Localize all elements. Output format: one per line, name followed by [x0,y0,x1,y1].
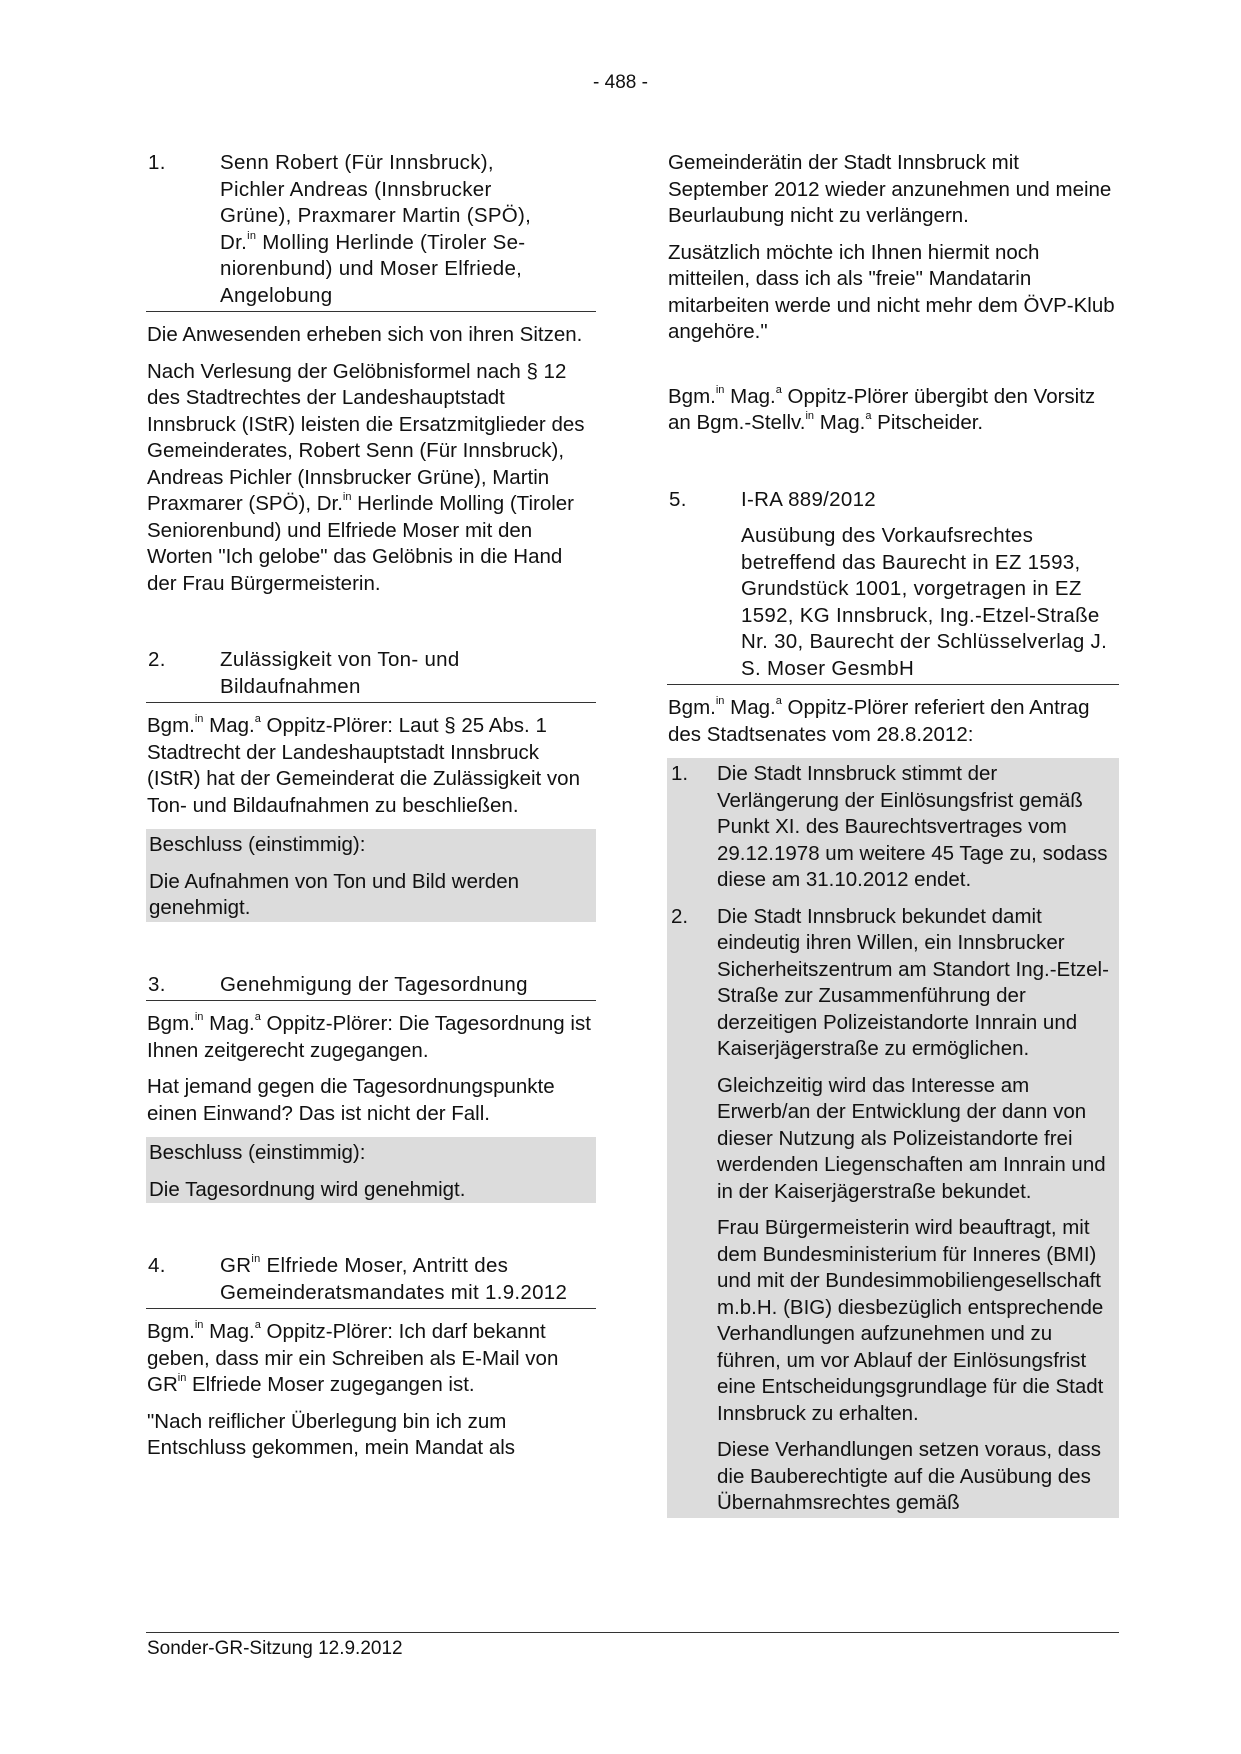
item-3-decision-result: Die Tagesordnung wird genehmigt. [149,1177,466,1201]
item-5-number: 5. [669,487,687,511]
item-4-title: $GR^{in}$ Elfriede Moser, Antritt des Gemeinderatsmandates mit 1.9.2012 [220,1253,568,1304]
page-number: - 488 - [593,72,648,93]
item-1-paragraph-2: Nach Verlesung der Gelöbnisformel nach § 12 des Stadtrechtes der Landeshauptstadt Innsbruck (IStR) leisten die Ersatzmitglieder des Gemeinderates, Robert Senn (Für Innsbruck), Andreas Pichler (Innsbrucker Grüne), Martin Praxmarer (SPÖ), Dr.$^{in}$ Herlinde Molling (Tiroler Seniorenbund) und Elfriede Moser mit den Worten "Ich gelobe" das Gelöbnis in die Hand der Frau Bürgermeisterin. [147,359,585,595]
motion-point-2 [669,904,1117,1517]
item-2-rule [146,702,596,703]
item-3-decision-box [146,1137,596,1203]
item-2-decision-result: Die Aufnahmen von Ton und Bild werden genehmigt. [149,869,520,919]
item-5-motion-box [667,758,1119,1518]
footer-text: Sonder-GR-Sitzung 12.9.2012 [147,1638,403,1659]
motion-point-2-paragraph-3: Frau Bürgermeisterin wird beauftragt, mit dem Bundesministerium für Inneres (BMI) und mit der Bundesimmobiliengesellschaft m.b.H. (BIG) diesbezüglich entsprechende Verhandlungen aufzunehmen und zu führen, um vor Ablauf der Einlösungsfrist eine Entscheidungsgrundlage für die Stadt Innsbruck zu erhalten. [717,1216,1104,1425]
item-2-decision-label: Beschluss (einstimmig): [149,833,366,856]
item-3-rule [146,1000,596,1001]
item-3-title: Genehmigung der Tagesordnung [220,972,528,996]
item-5-reference: I-RA 889/2012 [741,487,876,511]
item-2-heading [146,647,596,700]
footer-rule [146,1632,1119,1633]
item-1-rule [146,311,596,312]
item-2-paragraph: Bgm.$^{in}$ Mag.$^a$ Oppitz-Plörer: Laut § 25 Abs. 1 Stadtrecht der Landeshauptstadt Innsbruck (IStR) hat der Gemeinderat die Zulässigkeit von Ton- und Bildaufnahmen zu beschließen. [147,713,580,817]
item-5-heading [667,487,1119,683]
left-column [146,150,596,1472]
item-4-quote: "Nach reiflicher Überlegung bin ich zum Entschluss gekommen, mein Mandat als [147,1409,516,1459]
motion-point-2-paragraph-4: Diese Verhandlungen setzen voraus, dass die Bauberechtigte auf die Ausübung des Übernahmsrechtes gemäß [717,1438,1102,1514]
right-column [667,150,1119,1528]
motion-point-1-paragraph: Die Stadt Innsbruck stimmt der Verlängerung der Einlösungsfrist gemäß Punkt XI. des Baurechtsvertrages vom 29.12.1978 um weitere 45 Tage zu, sodass diese am 31.10.2012 endet. [717,762,1108,891]
item-4-paragraph: Bgm.$^{in}$ Mag.$^a$ Oppitz-Plörer: Ich darf bekannt geben, dass mir ein Schreiben als E-Mail von $GR^{in}$ Elfriede Moser zugegangen ist. [147,1319,559,1396]
item-2-title: Zulässigkeit von Ton- und Bildaufnahmen [220,648,460,698]
item-4-number: 4. [148,1254,166,1277]
chair-handover: Bgm.$^{in}$ Mag.$^a$ Oppitz-Plörer übergibt den Vorsitz an Bgm.-Stellv.$^{in}$ Mag.$^a$ Pitscheider. [668,383,1096,434]
item-1-paragraph-1: Die Anwesenden erheben sich von ihren Sitzen. [147,323,583,346]
item-2-number: 2. [148,648,166,671]
item-3-paragraph-1: Bgm.$^{in}$ Mag.$^a$ Oppitz-Plörer: Die Tagesordnung ist Ihnen zeitgerecht zugegangen. [147,1011,591,1062]
item-1-number: 1. [148,151,166,174]
motion-point-1 [669,761,1117,894]
item-3-decision-label: Beschluss (einstimmig): [149,1141,366,1164]
item-5-rule [667,684,1119,685]
quote-continuation-1: Gemeinderätin der Stadt Innsbruck mit September 2012 wieder anzunehmen und meine Beurlaubung nicht zu verlängern. [668,151,1112,227]
item-3-heading [146,972,596,999]
item-5-paragraph: Bgm.$^{in}$ Mag.$^a$ Oppitz-Plörer referiert den Antrag des Stadtsenates vom 28.8.2012: [668,695,1090,746]
item-3-number: 3. [148,972,166,996]
motion-point-2-number: 2. [671,904,689,928]
item-2-decision-box [146,829,596,922]
item-1-title: Senn Robert (Für Innsbruck), Pichler Andreas (Innsbrucker Grüne), Praxmarer Martin (SPÖ), Dr.$^{in}$ Molling Herlinde (Tiroler Se- niorenbund) und Moser Elfriede, Angelobung [220,151,532,307]
item-4-rule [146,1308,596,1309]
motion-point-2-paragraph-2: Gleichzeitig wird das Interesse am Erwerb/an der Entwicklung der dann von dieser Nutzung als Polizeistandorte frei werdenden Liegenschaften am Innrain und in der Kaiserjägerstraße bekundet. [717,1073,1106,1203]
motion-point-2-paragraph-1: Die Stadt Innsbruck bekundet damit eindeutig ihren Willen, ein Innsbrucker Sicherheitszentrum am Standort Ing.-Etzel-Straße zur Zusammenführung der derzeitigen Polizeistandorte Innrain und Kaiserjägerstraße zu ermöglichen. [717,904,1109,1060]
item-4-heading [146,1253,596,1306]
item-3-paragraph-2: Hat jemand gegen die Tagesordnungspunkte einen Einwand? Das ist nicht der Fall. [147,1075,555,1125]
item-1-heading [146,150,596,309]
item-5-title: Ausübung des Vorkaufsrechtes betreffend das Baurecht in EZ 1593, Grundstück 1001, vorgetragen in EZ 1592, KG Innsbruck, Ing.-Etzel-Straße Nr. 30, Baurecht der Schlüsselverlag J. S. Moser GesmbH [741,524,1108,680]
motion-point-1-number: 1. [671,762,689,785]
quote-continuation-2: Zusätzlich möchte ich Ihnen hiermit noch mitteilen, dass ich als "freie" Mandatarin mitarbeiten werde und nicht mehr dem ÖVP-Klub angehöre." [668,240,1115,343]
